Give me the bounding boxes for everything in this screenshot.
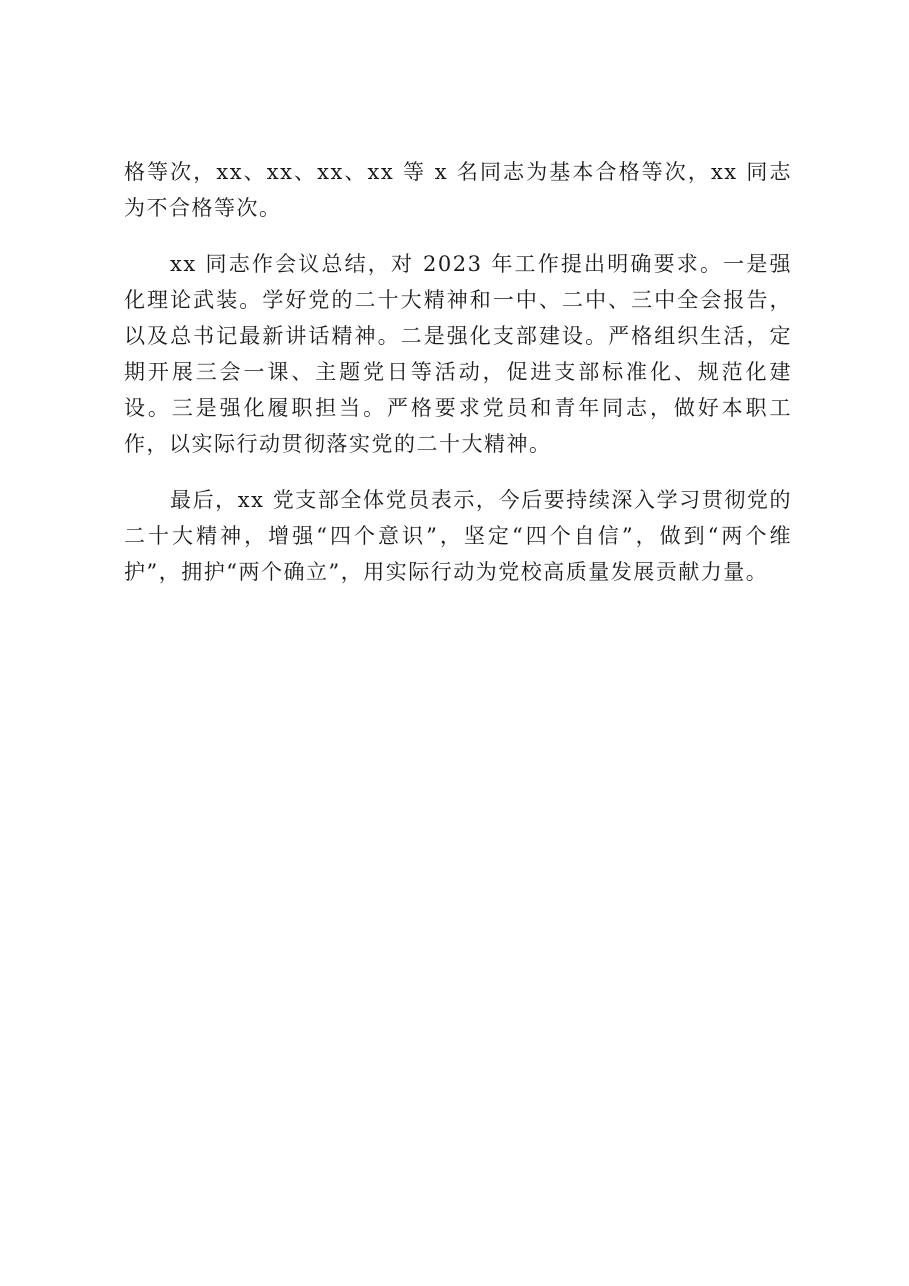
paragraph-conclusion: 最后，xx 党支部全体党员表示，今后要持续深入学习贯彻党的二十大精神，增强“四个意识”，坚定“四个自信”，做到“两个维护”，拥护“两个确立”，用实际行动为党校高质量发展贡献力量。: [124, 488, 792, 584]
document-body: [124, 154, 792, 610]
paragraph-continuation: 格等次，xx、xx、xx、xx 等 x 名同志为基本合格等次，xx 同志为不合格等次。: [124, 160, 792, 220]
paragraph-meeting-summary: xx 同志作会议总结，对 2023 年工作提出明确要求。一是强化理论武装。学好党的二十大精神和一中、二中、三中全会报告，以及总书记最新讲话精神。二是强化支部建设。严格组织生活，定期开展三会一课、主题党日等活动，促进支部标准化、规范化建设。三是强化履职担当。严格要求党员和青年同志，做好本职工作，以实际行动贯彻落实党的二十大精神。: [124, 252, 792, 456]
